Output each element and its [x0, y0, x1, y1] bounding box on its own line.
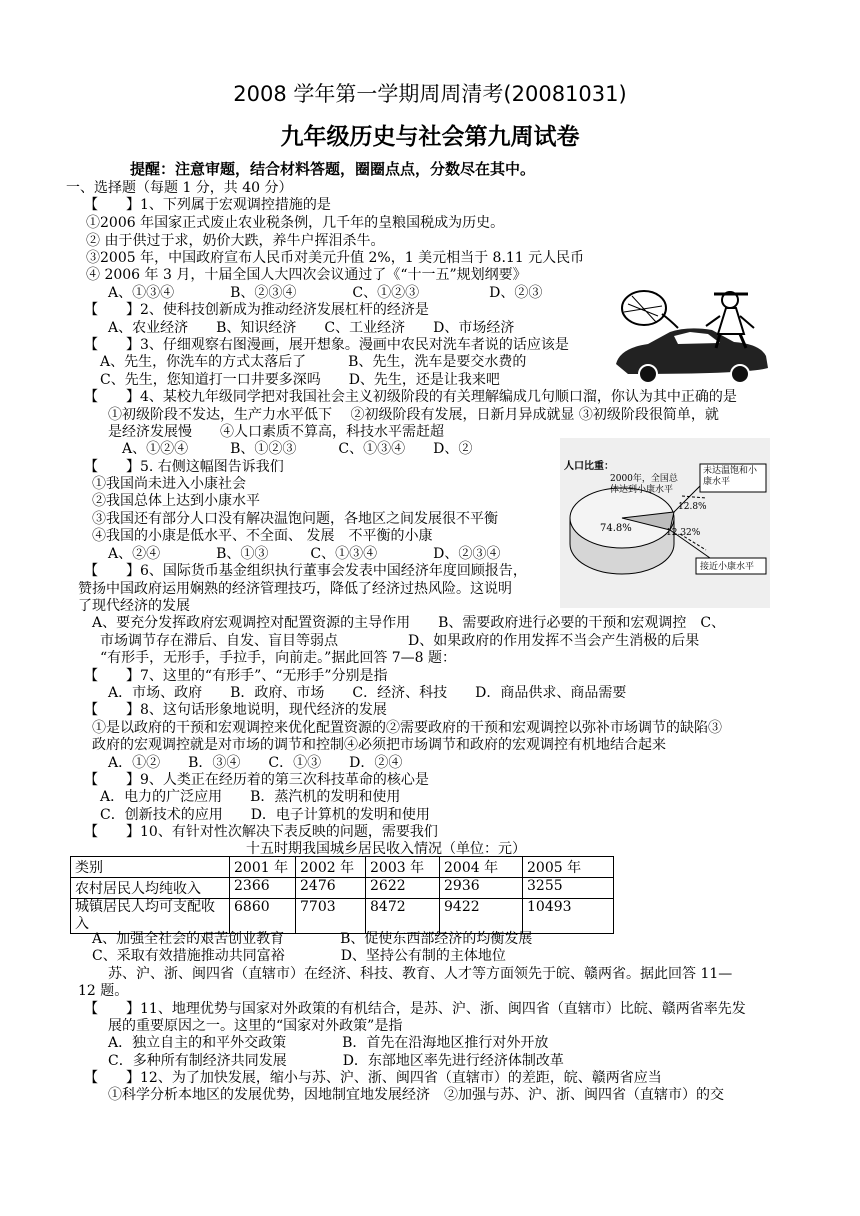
pie-pct-b: 12.32% — [666, 528, 701, 538]
table-cell: 2366 — [230, 878, 296, 899]
income-table — [70, 856, 614, 934]
q6-line-3: 了现代经济的发展 — [78, 598, 190, 614]
exam-subtitle: 九年级历史与社会第九周试卷 — [280, 124, 580, 150]
table-cell: 2936 — [440, 878, 523, 899]
q4-options: A、①②④ B、①②③ C、①③④ D、② — [122, 441, 473, 457]
question-3: 【 】3、仔细观察右图漫画，展开想象。漫画中农民对洗车者说的话应该是 — [84, 337, 569, 353]
table-cell: 2622 — [366, 878, 440, 899]
table-row — [71, 878, 614, 899]
car-wash-cartoon — [608, 286, 778, 386]
table-header-row — [71, 857, 614, 878]
table-cell: 9422 — [440, 899, 523, 934]
q4-items-line-1: ①初级阶段不发达，生产力水平低下 ②初级阶段有发展，日新月异成就显 ③初级阶段很简单，就 — [108, 407, 719, 423]
question-12: 【 】12、为了加快发展，缩小与苏、沪、浙、闽四省（直辖市）的差距，皖、赣两省应当 — [84, 1070, 662, 1086]
q7-options: A．市场、政府 B．政府、市场 C．经济、科技 D．商品供求、商品需要 — [108, 685, 627, 701]
table-header-cell: 2002 年 — [296, 857, 366, 878]
pie-pct-a: 12.8% — [678, 502, 707, 512]
table-cell: 8472 — [366, 899, 440, 934]
pie-label-bottom: 接近小康水平 — [700, 562, 755, 572]
table-header-cell: 2004 年 — [440, 857, 523, 878]
q5-options: A、②④ B、①③ C、①③④ D、②③④ — [108, 546, 501, 562]
q11-options-ab: A．独立自主的和平外交政策 B．首先在沿海地区推行对外开放 — [108, 1035, 549, 1051]
table-cell: 城镇居民人均可支配收入 — [71, 899, 230, 934]
question-7: 【 】7、这里的“有形手”、“无形手”分别是指 — [84, 668, 388, 684]
q5-item-1: ①我国尚未进入小康社会 — [92, 476, 246, 492]
q3-options-cd: C、先生，您知道打一口井要多深吗 D、先生，还是让我来吧 — [100, 372, 500, 388]
question-2: 【 】2、使科技创新成为推动经济发展杠杆的经济是 — [84, 302, 429, 318]
q4-items-line-2: 是经济发展慢 ④人口素质不算高，科技水平需赶超 — [108, 424, 444, 440]
q1-item-1: ①2006 年国家正式废止农业税条例，几千年的皇粮国税成为历史。 — [86, 215, 505, 231]
exam-title: 2008 学年第一学期周周清考(20081031) — [233, 82, 627, 106]
table-row — [71, 899, 614, 934]
table-caption: 十五时期我国城乡居民收入情况（单位：元） — [246, 841, 526, 857]
table-cell: 3255 — [523, 878, 614, 899]
q5-item-4: ④我国的小康是低水平、不全面、 发展 不平衡的小康 — [92, 528, 433, 544]
q6-line-2: 赞扬中国政府运用娴熟的经济管理技巧，降低了经济过热风险。这说明 — [78, 581, 512, 597]
table-header-cell: 2003 年 — [366, 857, 440, 878]
q8-options: A．①② B．③④ C．①③ D．②④ — [108, 755, 403, 771]
q5-item-2: ②我国总体上达到小康水平 — [92, 493, 260, 509]
table-header-cell: 2005 年 — [523, 857, 614, 878]
q1-item-3: ③2005 年，中国政府宣布人民币对美元升值 2%，1 美元相当于 8.11 元人民币 — [86, 250, 585, 266]
pie-label-people: 人口比重： — [564, 461, 614, 472]
q3-options-ab: A、先生，你洗车的方式太落后了 B、先生，洗车是要交水费的 — [100, 354, 527, 370]
table-cell: 7703 — [296, 899, 366, 934]
q1-options: A、①③④ B、②③④ C、①②③ D、②③ — [108, 285, 543, 301]
question-4: 【 】4、某校九年级同学把对我国社会主义初级阶段的有关理解编成几句顺口溜，你认为其中正确的是 — [84, 389, 737, 405]
q11-line-2: 展的重要原因之一。这里的“国家对外政策”是指 — [108, 1018, 403, 1034]
q9-options-ab: A．电力的广泛应用 B．蒸汽机的发明和使用 — [100, 789, 401, 805]
question-9: 【 】9、人类正在经历着的第三次科技革命的核心是 — [84, 772, 429, 788]
question-10: 【 】10、有针对性次解决下表反映的问题，需要我们 — [84, 824, 438, 840]
pie-label-year: 2000年，全国总体达到小康水平 — [610, 474, 678, 495]
q6-options-line-2: 市场调节存在滞后、自发、盲目等弱点 D、如果政府的作用发挥不当会产生消极的后果 — [100, 633, 700, 649]
q10-options-ab: A、加强全社会的艰苦创业教育 B、促使东西部经济的均衡发展 — [92, 931, 533, 947]
table-cell: 10493 — [523, 899, 614, 934]
q1-item-4: ④ 2006 年 3 月，十届全国人大四次会议通过了《“十一五”规划纲要》 — [86, 267, 527, 283]
table-cell: 农村居民人均纯收入 — [71, 878, 230, 899]
q11-options-cd: C．多种所有制经济共同发展 D．东部地区率先进行经济体制改革 — [108, 1053, 564, 1069]
table-header-cell: 类别 — [71, 857, 230, 878]
q7-8-intro: “有形手，无形手，手拉手，向前走。”据此回答 7—8 题： — [100, 650, 457, 666]
q11-12-intro-line-2: 12 题。 — [78, 983, 129, 999]
exam-tip: 提醒：注意审题，结合材料答题，圈圈点点，分数尽在其中。 — [130, 160, 536, 178]
section-heading: 一、选择题（每题 1 分，共 40 分） — [66, 180, 293, 196]
question-11: 【 】11、地理优势与国家对外政策的有机结合，是苏、沪、浙、闽四省（直辖市）比皖、赣两省率先发 — [84, 1001, 746, 1017]
question-6: 【 】6、国际货币基金组织执行董事会发表中国经济年度回顾报告， — [84, 563, 527, 579]
q5-item-3: ③我国还有部分人口没有解决温饱问题，各地区之间发展很不平衡 — [92, 511, 498, 527]
q10-options-cd: C、采取有效措施推动共同富裕 D、坚持公有制的主体地位 — [92, 948, 506, 964]
table-cell: 2476 — [296, 878, 366, 899]
q2-options: A、农业经济 B、知识经济 C、工业经济 D、市场经济 — [108, 320, 515, 336]
q8-items-line-1: ①是以政府的干预和宏观调控来优化配置资源的②需要政府的干预和宏观调控以弥补市场调节的缺陷③ — [92, 720, 722, 736]
pie-pct-main: 74.8% — [600, 523, 632, 534]
question-5: 【 】5. 右侧这幅图告诉我们 — [84, 459, 284, 475]
q6-options-line-1: A、要充分发挥政府宏观调控对配置资源的主导作用 B、需要政府进行必要的干预和宏观调控 C、 — [92, 615, 726, 631]
population-pie-figure — [560, 438, 770, 608]
question-8: 【 】8、这句话形象地说明，现代经济的发展 — [84, 702, 387, 718]
table-header-cell: 2001 年 — [230, 857, 296, 878]
q1-item-2: ② 由于供过于求，奶价大跌，养牛户挥泪杀牛。 — [86, 233, 385, 249]
q8-items-line-2: 政府的宏观调控就是对市场的调节和控制④必须把市场调节和政府的宏观调控有机地结合起来 — [92, 737, 666, 753]
q11-12-intro-line-1: 苏、沪、浙、闽四省（直辖市）在经济、科技、教育、人才等方面领先于皖、赣两省。据此回答 11— — [108, 966, 733, 982]
q12-item-line: ①科学分析本地区的发展优势，因地制宜地发展经济 ②加强与苏、沪、浙、闽四省（直辖市）的交 — [108, 1087, 724, 1103]
pie-label-mid: 未达温饱和小康水平 — [703, 466, 758, 487]
table-cell: 6860 — [230, 899, 296, 934]
q9-options-cd: C．创新技术的应用 D．电子计算机的发明和使用 — [100, 807, 430, 823]
question-1: 【 】1、下列属于宏观调控措施的是 — [84, 197, 331, 213]
